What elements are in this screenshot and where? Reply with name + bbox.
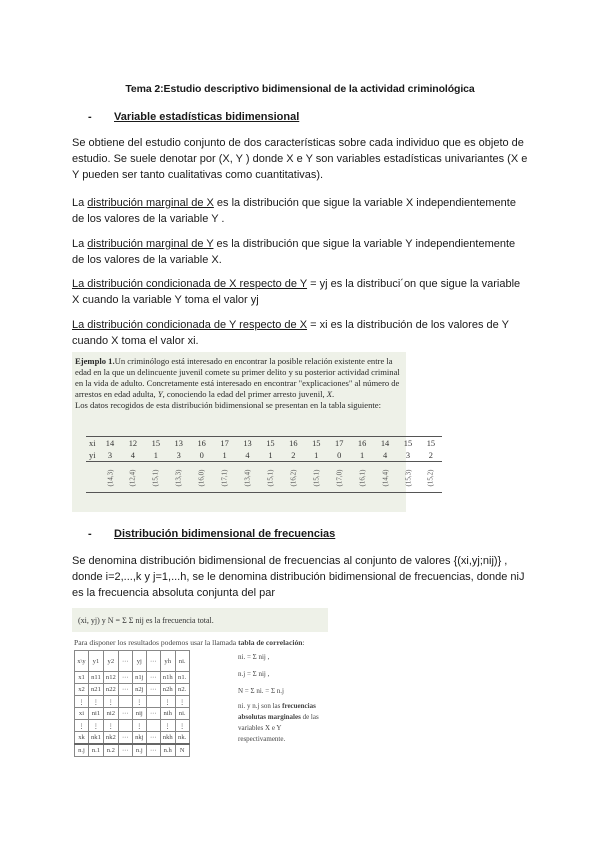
- correlation-cell: n1.: [175, 672, 189, 684]
- pair-cell-text: (15,1): [266, 469, 275, 486]
- correlation-cell: ···: [118, 651, 132, 672]
- note-pre: ni. y n.j son las: [238, 702, 283, 710]
- pair-cell-text: (16,1): [358, 469, 367, 486]
- correlation-cell: ni2: [103, 708, 118, 720]
- correlation-cell: [118, 696, 132, 708]
- correlation-intro: [74, 638, 305, 647]
- correlation-cell: nk1: [89, 732, 104, 745]
- pair-cell: [99, 462, 122, 493]
- correlation-cell: ···: [118, 744, 132, 757]
- correlation-cell: yh: [160, 651, 175, 672]
- correlation-cell: ⋮: [175, 696, 189, 708]
- correlation-cell: ···: [146, 732, 160, 745]
- total-frequency-formula: (xi, yj) y N = Σ Σ nij es la frecuencia total.: [78, 616, 214, 625]
- correlation-cell: x\y: [75, 651, 89, 672]
- term-conditional-y: La distribución condicionada de Y respecto de X: [72, 319, 308, 331]
- y-values-row: [86, 449, 442, 462]
- pair-cell-text: (16,0): [197, 469, 206, 486]
- correlation-cell: n1j: [132, 672, 146, 684]
- term-marginal-y: distribución marginal de Y: [87, 238, 214, 250]
- correlation-cell: nij: [132, 708, 146, 720]
- x-values-row: [86, 437, 442, 450]
- correlation-row: [75, 708, 190, 720]
- correlation-cell: ···: [146, 651, 160, 672]
- intro-post: :: [302, 638, 305, 647]
- pair-cell-text: (15,2): [426, 469, 435, 486]
- correlation-cell: xk: [75, 732, 89, 745]
- correlation-cell: ···: [146, 744, 160, 757]
- correlation-cell: ···: [146, 672, 160, 684]
- correlation-cell: ⋮: [175, 720, 189, 732]
- intro-pre: Para disponer los resultados podemos usar la llamada: [74, 638, 239, 647]
- correlation-cell: ⋮: [103, 696, 118, 708]
- pair-cell-text: (15,3): [403, 469, 412, 486]
- correlation-cell: n11: [89, 672, 104, 684]
- paragraph-marginal-x: [72, 195, 528, 227]
- correlation-cell: x2: [75, 684, 89, 696]
- correlation-cell: n.j: [132, 744, 146, 757]
- pair-cell: [144, 462, 167, 493]
- x-row-label: xi: [86, 437, 99, 450]
- correlation-cell: n12: [103, 672, 118, 684]
- y-value-cell: 1: [144, 449, 167, 462]
- pair-cell: [305, 462, 328, 493]
- correlation-cell: xi: [75, 708, 89, 720]
- pairs-row-label: [86, 462, 99, 493]
- example-text-3: .: [332, 389, 335, 399]
- y-value-cell: 3: [397, 449, 420, 462]
- x-value-cell: 14: [99, 437, 122, 450]
- correlation-cell: ···: [118, 732, 132, 745]
- correlation-cell: nih: [160, 708, 175, 720]
- pair-cell-text: (15,1): [312, 469, 321, 486]
- correlation-cell: n21: [89, 684, 104, 696]
- pair-cell-text: (12,4): [128, 469, 137, 486]
- correlation-cell: y1: [89, 651, 104, 672]
- y-value-cell: 2: [419, 449, 442, 462]
- correlation-cell: ⋮: [132, 696, 146, 708]
- x-value-cell: 16: [190, 437, 213, 450]
- y-value-cell: 4: [236, 449, 259, 462]
- pair-cell-text: (13,4): [243, 469, 252, 486]
- correlation-row: [75, 720, 190, 732]
- x-value-cell: 13: [236, 437, 259, 450]
- note-post: de las variables X e Y respectivamente.: [238, 713, 319, 743]
- pairs-row: [86, 462, 442, 493]
- correlation-cell: [146, 720, 160, 732]
- correlation-cell: y2: [103, 651, 118, 672]
- correlation-table-image: [72, 608, 330, 760]
- paragraph-definition: Se obtiene del estudio conjunto de dos características sobre cada individuo que es objeto de estudio. Se suele denotar por (X, Y ) donde X e Y son variables estadísticas univariantes (X e Y pueden ser tanto cualitativas como cuantitativas).: [72, 137, 528, 181]
- paragraph-frequency-distribution: Se denomina distribución bidimensional de frecuencias al conjunto de valores {(xi,yj;nij)} , donde i=2,...,k y j=1,...h, se le denomina distribución bidimensional de frecuencias, donde niJ es la frecuencia absoluta conjunta del par: [72, 555, 525, 599]
- example-text-1: Un criminólogo está interesado en encontrar la posible relación existente entre la edad en la que un delincuente juvenil comete su primer delito y su posterior actividad criminal en la vida de adulto. Concretamente está interesado en encontrar "explicaciones" al número de arrestos en edad adulta,: [75, 356, 400, 399]
- correlation-cell: n.1: [89, 744, 104, 757]
- formula-total: N = Σ ni. = Σ n.j: [238, 687, 284, 695]
- x-value-cell: 15: [305, 437, 328, 450]
- correlation-cell: [146, 696, 160, 708]
- correlation-cell: ⋮: [75, 720, 89, 732]
- y-row-label: yi: [86, 449, 99, 462]
- correlation-cell: n1h: [160, 672, 175, 684]
- correlation-header-row: [75, 651, 190, 672]
- example-1-text: [75, 356, 403, 411]
- example-data-table: [86, 436, 442, 493]
- term-conditional-x: La distribución condicionada de X respecto de Y: [72, 278, 308, 290]
- page-title: Tema 2:Estudio descriptivo bidimensional de la actividad criminológica: [125, 83, 475, 95]
- correlation-cell: nk2: [103, 732, 118, 745]
- correlation-row: [75, 696, 190, 708]
- marginal-note: [238, 701, 330, 745]
- x-value-cell: 14: [374, 437, 397, 450]
- p2-pre: La: [72, 197, 88, 209]
- pair-cell-text: (17,1): [220, 469, 229, 486]
- y-value-cell: 1: [259, 449, 282, 462]
- example-var-y: Y: [157, 389, 163, 399]
- correlation-cell: ⋮: [160, 696, 175, 708]
- correlation-cell: n2.: [175, 684, 189, 696]
- pair-cell-text: (17,0): [335, 469, 344, 486]
- formula-row-marginal: ni. = Σ nij ,: [238, 653, 270, 661]
- correlation-cell: n2h: [160, 684, 175, 696]
- correlation-cell: ···: [146, 684, 160, 696]
- example-var-x: X: [326, 389, 333, 399]
- correlation-cell: nk.: [175, 732, 189, 745]
- x-value-cell: 17: [328, 437, 351, 450]
- intro-bold: tabla de correlación: [238, 638, 303, 647]
- correlation-table: [74, 650, 190, 757]
- bullet-dash: -: [88, 111, 92, 123]
- y-value-cell: 1: [305, 449, 328, 462]
- p3-pre: La: [72, 238, 88, 250]
- correlation-cell: N: [175, 744, 189, 757]
- correlation-cell: n.2: [103, 744, 118, 757]
- correlation-cell: yj: [132, 651, 146, 672]
- correlation-cell: ···: [118, 684, 132, 696]
- pair-cell: [397, 462, 420, 493]
- correlation-row: [75, 684, 190, 696]
- example-text-4: Los datos recogidos de esta distribución bidimensional se presentan en la tabla siguiente:: [75, 400, 381, 410]
- y-value-cell: 3: [167, 449, 190, 462]
- correlation-cell: ni.: [175, 651, 189, 672]
- p5-post: = xi es la distribución de los valores de Y cuando X toma el valor xi.: [72, 319, 509, 347]
- correlation-cell: ⋮: [75, 696, 89, 708]
- x-value-cell: 13: [167, 437, 190, 450]
- correlation-cell: ···: [118, 708, 132, 720]
- pair-cell: [236, 462, 259, 493]
- section-heading-frequencies: [88, 528, 335, 540]
- x-value-cell: 16: [282, 437, 305, 450]
- y-value-cell: 1: [351, 449, 374, 462]
- correlation-cell: n.j: [75, 744, 89, 757]
- correlation-row: [75, 672, 190, 684]
- x-value-cell: 16: [351, 437, 374, 450]
- y-value-cell: 1: [213, 449, 236, 462]
- correlation-cell: n2j: [132, 684, 146, 696]
- pair-cell-text: (15,1): [151, 469, 160, 486]
- correlation-cell: x1: [75, 672, 89, 684]
- x-value-cell: 17: [213, 437, 236, 450]
- correlation-cell: ⋮: [103, 720, 118, 732]
- y-value-cell: 0: [190, 449, 213, 462]
- correlation-cell: ···: [118, 672, 132, 684]
- pair-cell-text: (16,2): [289, 469, 298, 486]
- pair-cell: [213, 462, 236, 493]
- correlation-cell: n.h: [160, 744, 175, 757]
- formula-strip: [72, 608, 328, 632]
- x-value-cell: 15: [419, 437, 442, 450]
- section-heading-bivariate: [88, 111, 299, 123]
- pair-cell: [374, 462, 397, 493]
- note-bold: frecuencias absolutas marginales: [238, 702, 316, 721]
- section-heading-text: Variable estadísticas bidimensional: [114, 111, 300, 123]
- correlation-cell: ni.: [175, 708, 189, 720]
- correlation-cell: ni1: [89, 708, 104, 720]
- section-heading-text: Distribución bidimensional de frecuencias: [114, 528, 336, 540]
- y-value-cell: 4: [374, 449, 397, 462]
- x-value-cell: 15: [397, 437, 420, 450]
- y-value-cell: 4: [121, 449, 144, 462]
- pair-cell: [167, 462, 190, 493]
- pair-cell: [121, 462, 144, 493]
- pair-cell: [259, 462, 282, 493]
- example-1-image: [72, 352, 436, 512]
- bullet-dash: -: [88, 528, 92, 540]
- correlation-cell: ⋮: [160, 720, 175, 732]
- p3-post: es la distribución que sigue la variable Y independientemente de los valores de la variable X.: [72, 238, 516, 266]
- correlation-cell: nkj: [132, 732, 146, 745]
- pair-cell-text: (14,4): [381, 469, 390, 486]
- y-value-cell: 0: [328, 449, 351, 462]
- pair-cell: [190, 462, 213, 493]
- pair-cell: [351, 462, 374, 493]
- pair-cell: [419, 462, 442, 493]
- x-value-cell: 15: [259, 437, 282, 450]
- correlation-cell: [118, 720, 132, 732]
- pair-cell: [282, 462, 305, 493]
- term-marginal-x: distribución marginal de X: [87, 197, 214, 209]
- formula-col-marginal: n.j = Σ nij ,: [238, 670, 270, 678]
- p2-post: es la distribución que sigue la variable X independientemente de los valores de la variable Y .: [72, 197, 516, 225]
- correlation-total-row: [75, 744, 190, 757]
- correlation-cell: n22: [103, 684, 118, 696]
- x-value-cell: 12: [121, 437, 144, 450]
- pair-cell: [328, 462, 351, 493]
- y-value-cell: 3: [99, 449, 122, 462]
- pair-cell-text: (13,3): [174, 469, 183, 486]
- paragraph-conditional-x: [72, 276, 528, 308]
- example-label: Ejemplo 1.: [75, 356, 115, 366]
- correlation-row: [75, 732, 190, 745]
- marginal-formulas: [238, 652, 330, 745]
- p4-post: = yj es la distribuci´on que sigue la variable X cuando la variable Y toma el valor yj: [72, 278, 521, 306]
- correlation-cell: ⋮: [132, 720, 146, 732]
- paragraph-conditional-y: [72, 317, 528, 349]
- x-value-cell: 15: [144, 437, 167, 450]
- example-text-2: , conociendo la edad del primer arresto juvenil,: [162, 389, 327, 399]
- correlation-cell: ⋮: [89, 696, 104, 708]
- correlation-cell: ⋮: [89, 720, 104, 732]
- y-value-cell: 2: [282, 449, 305, 462]
- correlation-cell: ···: [146, 708, 160, 720]
- correlation-cell: nkh: [160, 732, 175, 745]
- paragraph-marginal-y: [72, 236, 528, 268]
- pair-cell-text: (14,3): [105, 469, 114, 486]
